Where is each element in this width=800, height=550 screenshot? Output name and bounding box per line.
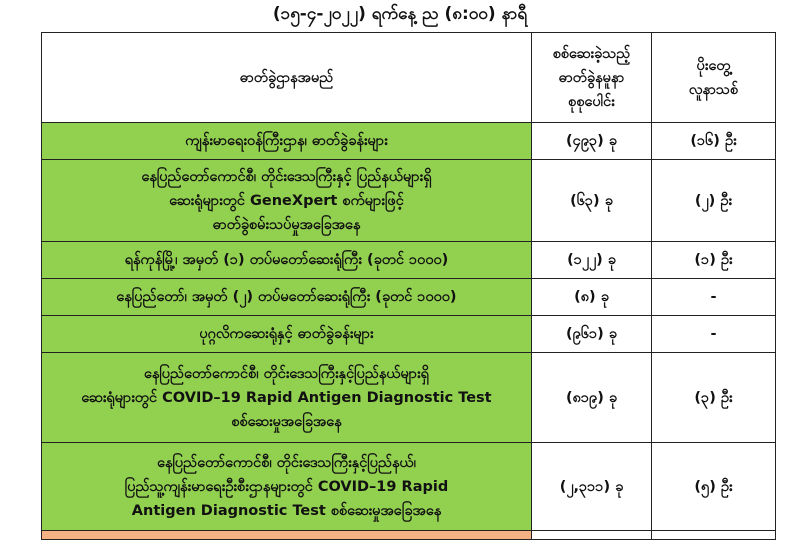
lab-name-cell: နေပြည်တော်၊ အမှတ် (၂) တပ်မတော်ဆေးရုံကြီး (ခုတင် ၁၀၀၀) (42, 279, 532, 316)
lab-name-cell (42, 531, 532, 540)
header-positive-line: လူနာသစ် (688, 81, 739, 98)
table-row (42, 123, 776, 160)
positive-cell: - (652, 316, 776, 353)
table-row (42, 443, 776, 531)
table-row (42, 316, 776, 353)
positive-cell: - (652, 279, 776, 316)
table-row (42, 279, 776, 316)
lab-name-cell: ကျန်းမာရေးဝန်ကြီးဌာန၊ ဓာတ်ခွဲခန်းများ (42, 123, 532, 160)
tests-cell: (၂,၃၁၁) ခု (532, 443, 652, 531)
tests-cell: (၄၉၃) ခု (532, 123, 652, 160)
lab-results-table (41, 32, 776, 540)
table-row (42, 353, 776, 443)
lab-name-cell: နေပြည်တော်ကောင်စီ၊ တိုင်းဒေသကြီးနှင့် ပြည်နယ်များရှိ ဆေးရုံများတွင် GeneXpert စက်များဖြင့် ဓာတ်ခွဲစမ်းသပ်မှုအခြေအနေ (42, 160, 532, 242)
tests-cell: (၉၆၁) ခု (532, 316, 652, 353)
header-tests-line: စစ်ဆေးခဲ့သည့် (552, 45, 631, 62)
table-row (42, 242, 776, 279)
tests-cell: (၈၁၉) ခု (532, 353, 652, 443)
positive-cell: (၅) ဦး (652, 443, 776, 531)
lab-name-cell: နေပြည်တော်ကောင်စီ၊ တိုင်းဒေသကြီးနှင့်ပြည်နယ်များရှိ ဆေးရုံများတွင် COVID–19 Rapid Antigen Diagnostic Test စစ်ဆေးမှုအခြေအနေ (42, 353, 532, 443)
positive-cell: (၃) ဦး (652, 353, 776, 443)
table-row (42, 160, 776, 242)
tests-cell: (၁၂၂) ခု (532, 242, 652, 279)
tests-cell: (၆၃) ခု (532, 160, 652, 242)
header-tests-line: စုစုပေါင်း (568, 93, 615, 110)
header-lab-name: ဓာတ်ခွဲဌာနအမည် (42, 33, 532, 123)
table-header-row (42, 33, 776, 123)
positive-cell: (၁) ဦး (652, 242, 776, 279)
positive-cell: (၁၆) ဦး (652, 123, 776, 160)
tests-cell (532, 531, 652, 540)
lab-name-cell: ရန်ကုန်မြို့၊ အမှတ် (၁) တပ်မတော်ဆေးရုံကြီး (ခုတင် ၁၀၀၀) (42, 242, 532, 279)
lab-name-cell: နေပြည်တော်ကောင်စီ၊ တိုင်းဒေသကြီးနှင့်ပြည်နယ်၊ ပြည်သူ့ကျန်းမာရေးဦးစီးဌာနများတွင် COVID–19 Rapid Antigen Diagnostic Test စစ်ဆေးမှုအခြေအနေ (42, 443, 532, 531)
header-total-tests (532, 33, 652, 123)
positive-cell (652, 531, 776, 540)
header-positive-line: ပိုးတွေ့ (696, 57, 731, 74)
report-title: (၁၅-၄-၂၀၂၂) ရက်နေ့ ည (၈:၀၀) နာရီ (272, 4, 528, 24)
header-tests-line: ဓာတ်ခွဲနမူနာ (558, 69, 625, 86)
table-row-cut-off (42, 531, 776, 540)
tests-cell: (၈) ခု (532, 279, 652, 316)
positive-cell: (၂) ဦး (652, 160, 776, 242)
lab-name-cell: ပုဂ္ဂလိကဆေးရုံနှင့် ဓာတ်ခွဲခန်းများ (42, 316, 532, 353)
header-new-positive (652, 33, 776, 123)
